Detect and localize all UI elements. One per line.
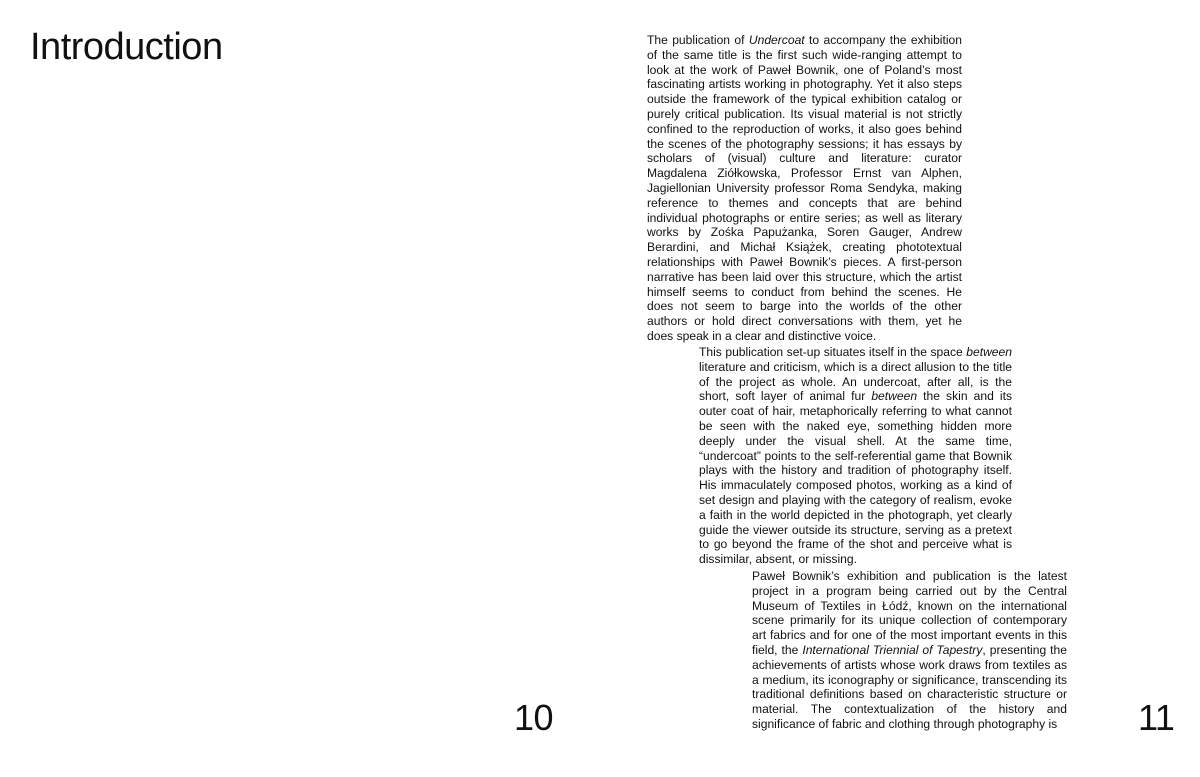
page-title: Introduction — [30, 26, 223, 68]
text-segment: the skin and its outer coat of hair, metaphorically referring to what cannot be seen with the naked eye, something hidden more deeply under the visual shell. At the same time, “undercoat” points to the self-referential game that Bownik plays with the history and tradition of photography itself. His immaculately composed photos, working as a kind of set design and playing with the category of realism, evoke a faith in the world depicted in the photograph, yet clearly guide the viewer outside its structure, serving as a pretext to go beyond the frame of the shot and perceive what is dissimilar, absent, or missing. — [699, 389, 1013, 567]
body-paragraph-1 — [647, 33, 962, 344]
text-segment-italic: between — [966, 345, 1012, 359]
body-paragraph-3 — [752, 569, 1067, 732]
text-segment: This publication set-up situates itself in the space — [699, 345, 967, 359]
text-segment: literature and criticism, which is a direct allusion to the title of the project as whole. An undercoat, after all, is the short, soft layer of animal fur — [699, 359, 1012, 404]
text-segment-italic: between — [871, 389, 918, 404]
right-page — [600, 0, 1200, 777]
body-paragraph-2 — [699, 345, 1012, 567]
text-segment: The publication of — [647, 33, 749, 47]
text-segment: , presenting the achievements of artists whose work draws from textiles as a medium, its iconography or significance, transcending its traditional definitions based on characteristic structure or material. The contextualization of the history and significance of fabric and clothing through photography is — [752, 642, 1067, 731]
text-segment-italic: International Triennial of Tapestry — [802, 642, 983, 657]
text-segment-italic: Undercoat — [748, 33, 805, 47]
page-number-right: 11 — [1138, 697, 1175, 738]
text-segment: to accompany the exhibition of the same title is the first such wide-ranging attempt to look at the work of Paweł Bownik, one of Poland’s most fascinating artists working in photography. Yet it also steps outside the framework of the typical exhibition catalog or purely critical publication. Its visual material is not strictly confined to the reproduction of works, it also goes behind the scenes of the photography sessions; it has essays by scholars of (visual) culture and literature: curator Magdalena Ziółkowska, Professor Ernst van Alphen, Jagiellonian University professor Roma Sendyka, making reference to themes and concepts that are behind individual photographs or entire series; as well as literary works by Zośka Papużanka, Soren Gauger, Andrew Berardini, and Michał Książek, creating phototextual relationships with Paweł Bownik’s pieces. A first-person narrative has been laid over this structure, which the artist himself seems to conduct from behind the scenes. He does not seem to barge into the worlds of the other authors or hold direct conversations with them, yet he does speak in a clear and distinctive voice. — [647, 33, 962, 343]
page-number-left: 10 — [514, 697, 554, 738]
text-segment: Paweł Bownik’s exhibition and publication is the latest project in a program being carried out by the Central Museum of Textiles in Łódź, known on the international scene primarily for its unique collection of contemporary art fabrics and for one of the most important events in this field, the — [752, 569, 1067, 657]
